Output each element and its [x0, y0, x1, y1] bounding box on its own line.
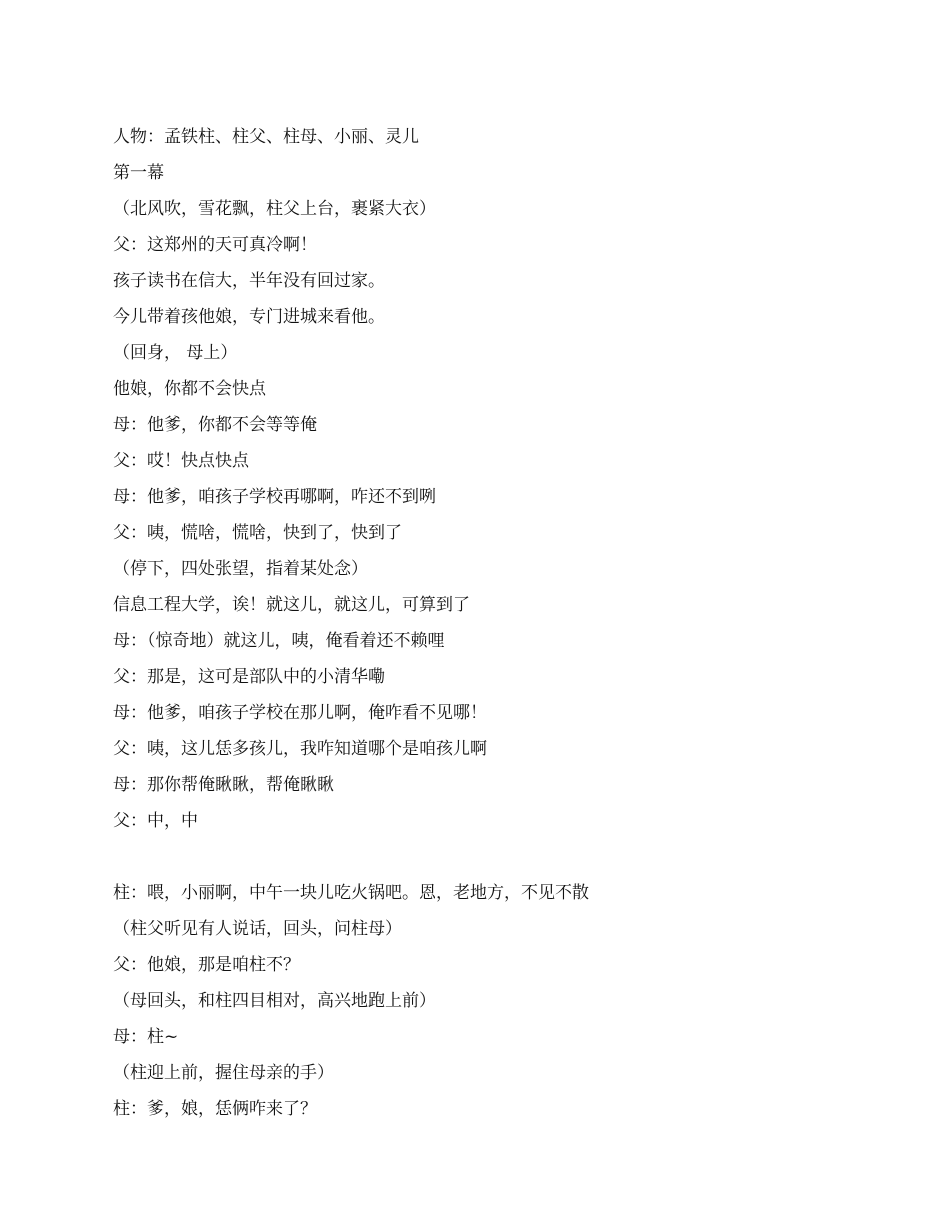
- scene-block-2: [113, 882, 893, 1134]
- script-line: 母：那你帮俺瞅瞅，帮俺瞅瞅: [113, 775, 334, 795]
- script-line: （回身， 母上）: [113, 343, 238, 363]
- script-line: （柱迎上前，握住母亲的手）: [113, 1063, 334, 1083]
- script-line: 第一幕: [113, 163, 164, 183]
- script-line: 母：他爹，咱孩子学校再哪啊，咋还不到咧: [113, 487, 436, 507]
- script-line: 父：哎！快点快点: [113, 451, 249, 471]
- script-line: （北风吹，雪花飘，柱父上台，裹紧大衣）: [113, 199, 436, 219]
- script-line: 信息工程大学，诶！就这儿，就这儿，可算到了: [113, 595, 470, 615]
- script-line: 母：他爹，你都不会等等俺: [113, 415, 317, 435]
- script-line: 母：柱~: [113, 1027, 179, 1047]
- script-text: [113, 126, 893, 1134]
- script-line: 父：这郑州的天可真冷啊！: [113, 235, 317, 255]
- script-line: 父：那是，这可是部队中的小清华嘞: [113, 667, 385, 687]
- script-line: 人物：孟铁柱、柱父、柱母、小丽、灵儿: [113, 127, 419, 147]
- script-line: （停下，四处张望，指着某处念）: [113, 559, 368, 579]
- script-line: 孩子读书在信大，半年没有回过家。: [113, 271, 385, 291]
- script-line: 父：咦，这儿恁多孩儿，我咋知道哪个是咱孩儿啊: [113, 739, 487, 759]
- script-line: 柱：爹，娘，恁俩咋来了？: [113, 1099, 317, 1119]
- script-line: 母：（惊奇地）就这儿，咦，俺看着还不赖哩: [113, 631, 445, 651]
- scene-block-1: [113, 126, 893, 846]
- script-line: （母回头，和柱四目相对，高兴地跑上前）: [113, 991, 436, 1011]
- script-line: 父：中，中: [113, 811, 198, 831]
- script-line: 父：他娘，那是咱柱不？: [113, 955, 300, 975]
- script-line: 父：咦，慌啥，慌啥，快到了，快到了: [113, 523, 402, 543]
- script-line: 他娘，你都不会快点: [113, 379, 266, 399]
- script-line: 柱：喂，小丽啊，中午一块儿吃火锅吧。恩，老地方，不见不散: [113, 883, 589, 903]
- script-line: （柱父听见有人说话，回头，问柱母）: [113, 919, 402, 939]
- script-line: 母：他爹，咱孩子学校在那儿啊，俺咋看不见哪！: [113, 703, 487, 723]
- script-line: 今儿带着孩他娘，专门进城来看他。: [113, 307, 385, 327]
- paragraph-gap: [113, 846, 893, 882]
